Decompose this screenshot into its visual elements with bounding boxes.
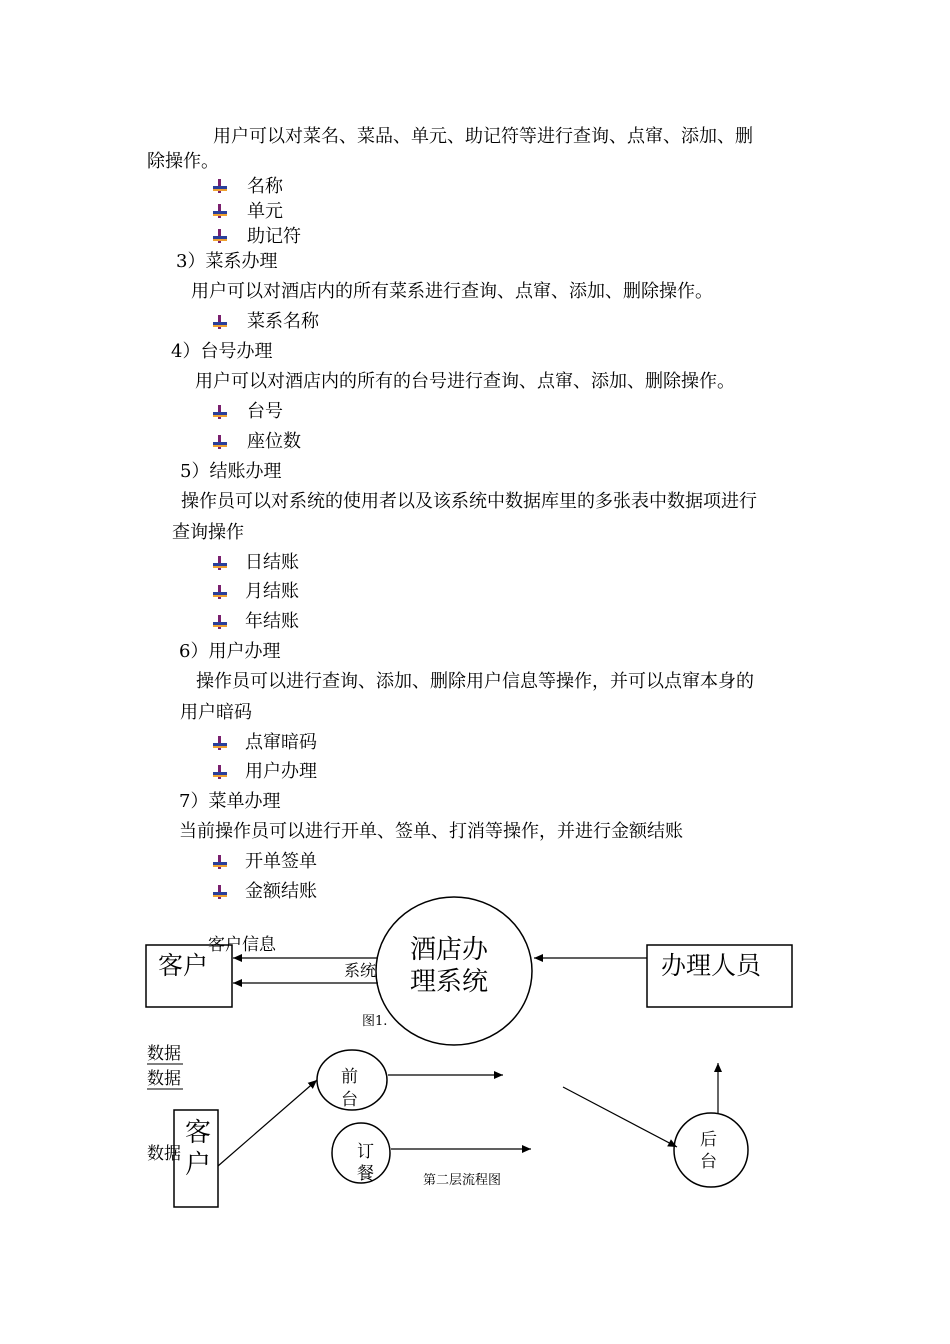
list-item: 助记符 — [247, 226, 301, 247]
intro-line-2: 除操作。 — [147, 151, 219, 172]
order-label-line-2: 餐 — [357, 1164, 374, 1184]
back-office-label-line-1: 后 — [700, 1130, 717, 1150]
customer-label-2-line-1: 客 — [185, 1118, 212, 1148]
customer-info-label: 客户信息 — [208, 935, 276, 955]
list-item: 月结账 — [245, 581, 299, 602]
list-item: 用户办理 — [245, 761, 317, 782]
list-item: 台号 — [247, 401, 283, 422]
back-office-label-line-2: 台 — [700, 1152, 717, 1172]
list-item: 单元 — [247, 201, 283, 222]
section-text: 操作员可以进行查询、添加、删除用户信息等操作，并可以点窜本身的 — [196, 671, 754, 692]
customer-label-2-line-2: 户 — [185, 1150, 212, 1180]
staff-label: 办理人员 — [661, 951, 762, 980]
front-desk-label-line-2: 台 — [341, 1090, 358, 1110]
list-item: 开单签单 — [245, 851, 317, 872]
arrow-line — [563, 1087, 677, 1147]
data-label: 数据 — [147, 1144, 181, 1164]
section-text: 用户可以对酒店内的所有的台号进行查询、点窜、添加、删除操作。 — [195, 371, 735, 392]
list-item: 菜系名称 — [247, 311, 319, 332]
system-label-line-1: 酒店办 — [410, 935, 489, 965]
section-heading: 6）用户办理 — [179, 641, 281, 662]
front-desk-label-line-1: 前 — [341, 1067, 358, 1087]
data-label: 数据 — [147, 1044, 181, 1064]
section-heading: 4）台号办理 — [171, 341, 273, 362]
system-arrow-label: 系统 — [344, 961, 377, 980]
figure-caption: 图1. — [362, 1014, 388, 1029]
customer-label: 客户 — [158, 951, 209, 980]
section-text: 查询操作 — [172, 522, 244, 543]
section-heading: 5）结账办理 — [180, 461, 282, 482]
arrow-line — [218, 1080, 317, 1166]
list-item: 点窜暗码 — [245, 732, 317, 753]
section-heading: 3）菜系办理 — [176, 251, 278, 272]
intro-line-1: 用户可以对菜名、菜品、单元、助记符等进行查询、点窜、添加、删 — [213, 126, 753, 147]
data-label: 数据 — [147, 1069, 181, 1089]
list-item: 日结账 — [245, 552, 299, 573]
section-text: 操作员可以对系统的使用者以及该系统中数据库里的多张表中数据项进行 — [181, 491, 757, 512]
section-text: 用户可以对酒店内的所有菜系进行查询、点窜、添加、删除操作。 — [191, 281, 713, 302]
section-text: 当前操作员可以进行开单、签单、打消等操作，并进行金额结账 — [179, 821, 683, 842]
list-item: 金额结账 — [245, 881, 317, 902]
list-item: 年结账 — [245, 611, 299, 632]
section-text: 用户暗码 — [180, 702, 252, 723]
system-label-line-2: 理系统 — [410, 967, 489, 997]
section-heading: 7）菜单办理 — [179, 791, 281, 812]
list-item: 名称 — [247, 176, 283, 197]
figure-caption-2: 第二层流程图 — [423, 1173, 502, 1188]
list-item: 座位数 — [247, 431, 301, 452]
order-label-line-1: 订 — [357, 1142, 374, 1162]
